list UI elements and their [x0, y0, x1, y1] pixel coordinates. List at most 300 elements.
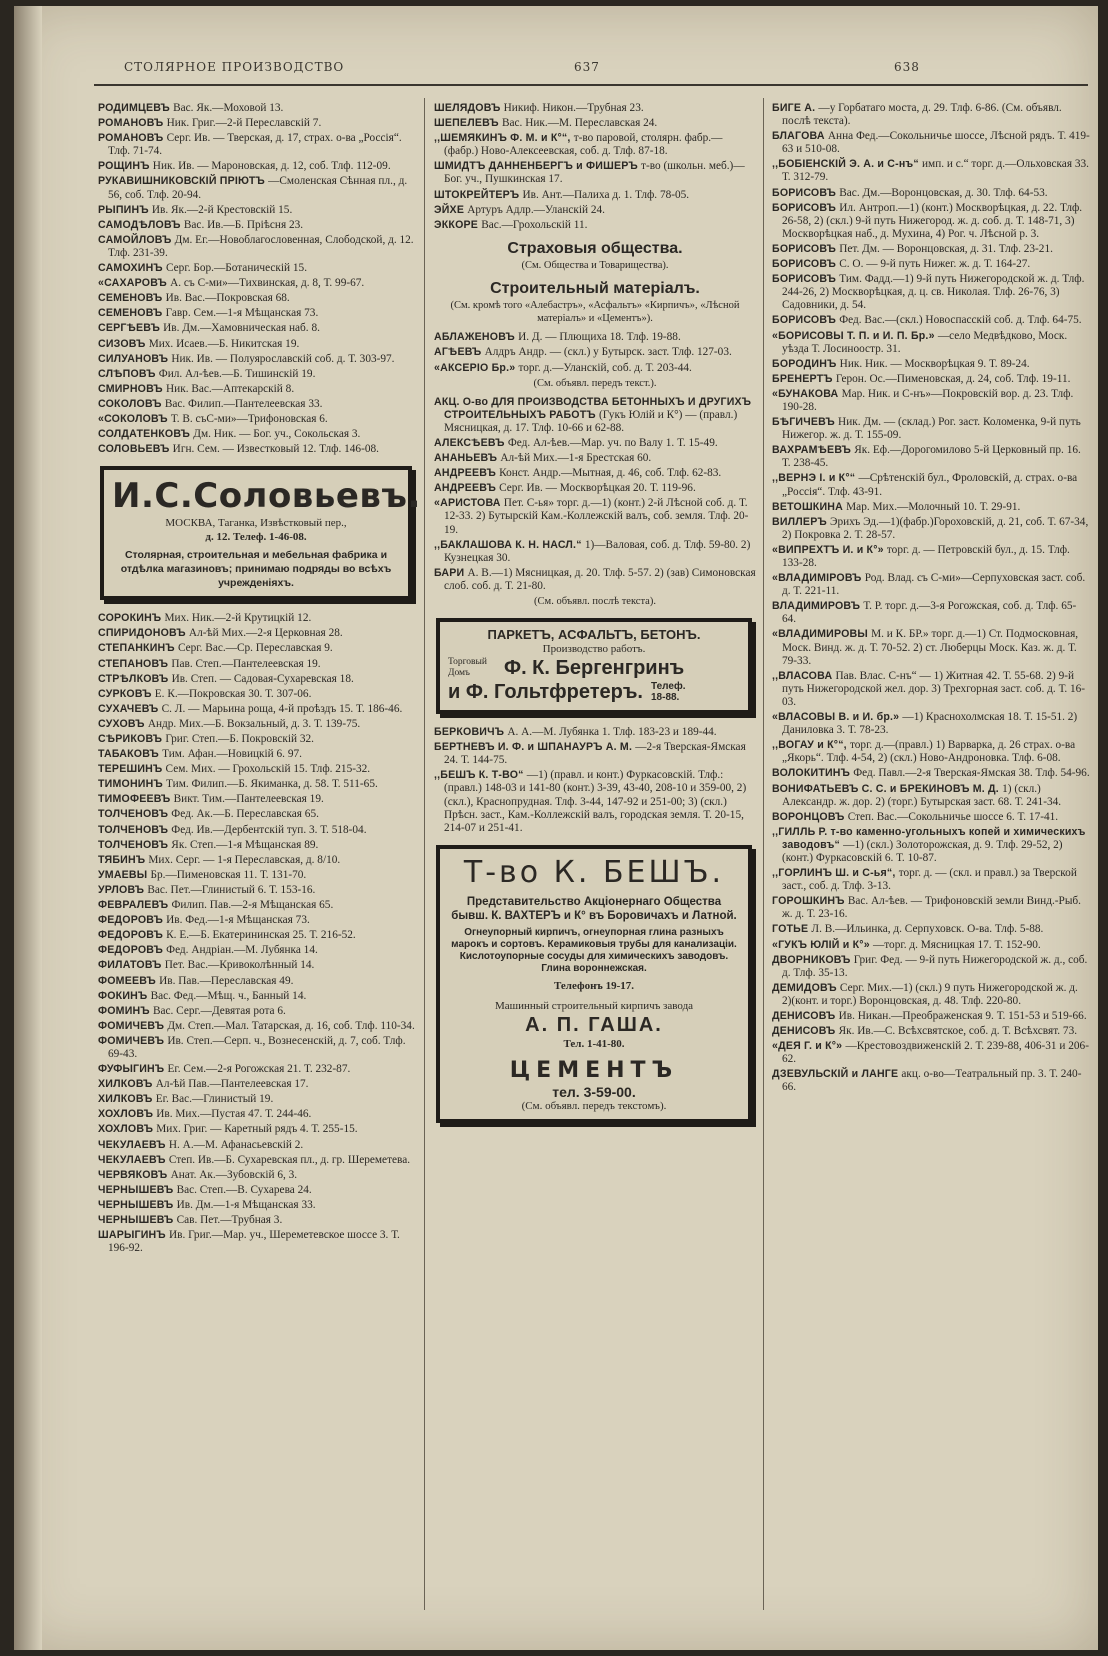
entry-details: Сем. Мих. — Грохольскій 15. Тлф. 215-32. — [165, 763, 371, 776]
directory-entry — [434, 482, 756, 495]
entry-details: Т. Р. торг. д.—3-я Рогожская, соб. д. Тлф. 65-64. — [782, 600, 1077, 626]
entry-details: Тим. Филип.—Б. Якиманка, д. 58. Т. 511-65. — [166, 778, 378, 791]
entry-name: СТЕПАНОВЪ — [98, 657, 172, 670]
directory-entry — [772, 670, 1090, 709]
directory-entry — [98, 975, 416, 988]
entry-name: ВОРОНЦОВЪ — [772, 810, 848, 823]
entry-name: ХОХЛОВЪ — [98, 1123, 157, 1136]
entry-details: Эрихъ Эд.—1)(фабр.)Гороховскій, д. 21, соб. Т. 67-34, 2) Покровка 2. Т. 28-57. — [782, 515, 1089, 541]
directory-list — [434, 396, 756, 593]
directory-entry — [434, 452, 756, 465]
directory-entry — [98, 262, 416, 275]
directory-entry — [98, 688, 416, 701]
directory-entry — [434, 539, 756, 565]
directory-entry — [772, 711, 1090, 737]
entry-name: ГОТЬЕ — [772, 923, 812, 936]
entry-details: Ив. Вас.—Покровская 68. — [165, 292, 290, 305]
entry-details: Ник. Ив. — Мароновская, д. 12, соб. Тлф. 112-09. — [152, 160, 391, 173]
directory-entry — [772, 544, 1090, 570]
directory-entry — [98, 703, 416, 716]
directory-entry — [98, 944, 416, 957]
entry-details: Фед. Ак.—Б. Переславская 65. — [171, 808, 319, 821]
entry-details: С. О. — 9-й путь Нижег. ж. д. Т. 164-27. — [839, 258, 1031, 271]
entry-name: ДВОРНИКОВЪ — [772, 953, 854, 966]
entry-details: Серг. Вас.—Ср. Переславская 9. — [177, 642, 333, 655]
directory-entry — [772, 243, 1090, 256]
entry-name: БОРИСОВЪ — [772, 314, 840, 327]
entry-details: Ник. Вас.—Аптекарскій 8. — [166, 382, 295, 395]
directory-entry — [98, 673, 416, 686]
directory-entry — [98, 1139, 416, 1152]
directory-entry — [98, 175, 416, 201]
entry-details: Ник. Ник. — Москворѣцкая 9. Т. 89-24. — [839, 357, 1030, 370]
entry-name: ФЕДОРОВЪ — [98, 944, 167, 957]
directory-entry — [98, 718, 416, 731]
directory-entry — [434, 769, 756, 834]
directory-entry — [98, 117, 416, 130]
entry-details: Пав. Степ.—Пантелеевская 19. — [171, 657, 321, 670]
entry-name: «БУНАКОВА — [772, 387, 842, 400]
entry-name: СТРѢЛКОВЪ — [98, 672, 172, 685]
entry-name: ,,ВЛАСОВА — [772, 669, 836, 682]
entry-details: Анат. Ак.—Зубовскій 6, 3. — [170, 1168, 298, 1181]
directory-entry — [772, 130, 1090, 156]
entry-name: ХИЛКОВЪ — [98, 1078, 156, 1091]
directory-entry — [98, 443, 416, 456]
entry-name: СЕМЕНОВЪ — [98, 292, 166, 305]
entry-name: ДЗЕВУЛЬСКІЙ и ЛАНГЕ — [772, 1068, 902, 1081]
ad-line: Машинный строительный кирпичъ завода — [494, 999, 694, 1012]
entry-name: ФИЛАТОВЪ — [98, 959, 165, 972]
entry-details: Ив. Ант.—Палиха д. 1. Тлф. 78-05. — [522, 188, 690, 201]
entry-name: СОРОКИНЪ — [98, 612, 165, 625]
entry-details: —1) (скл.) Золоторожская, д. 9. Тлф. 29-52, 2) (конт.) Фуркасовскій 6. Т. 10-87. — [782, 838, 1063, 864]
directory-entry — [98, 1020, 416, 1033]
entry-details: Ал-ѣй Пав.—Пантелеевская 17. — [155, 1078, 309, 1091]
entry-details: Як. Ив.—С. Всѣхсвятское, соб. д. Т. Всѣхсвят. 73. — [838, 1025, 1078, 1038]
entry-name: «ДЕЯ Г. и К°» — [772, 1040, 846, 1053]
directory-entry — [772, 739, 1090, 765]
entry-name: ВОНИФАТЬЕВЪ С. С. и БРЕКИНОВЪ М. Д. — [772, 782, 1003, 795]
page — [14, 6, 1098, 1650]
ad-line: ЦЕМЕНТЪ — [509, 1057, 679, 1083]
section-title: Страховыя общества. — [507, 239, 683, 257]
directory-entry — [98, 899, 416, 912]
directory-entry — [772, 158, 1090, 184]
entry-name: ВЕТОШКИНА — [772, 500, 847, 513]
entry-details: Ив. Фед.—1-я Мѣщанская 73. — [166, 914, 310, 927]
entry-details: (Гукъ Юлій и К°) — (правл.) Мясницкая, д. 17. Тлф. 10-66 и 62-88. — [444, 408, 738, 434]
entry-name: ГОРОШКИНЪ — [772, 895, 848, 908]
entry-details: С. Л. — Марьина роща, 4-й проѣздъ 15. Т. 186-46. — [161, 702, 403, 715]
directory-entry — [434, 102, 756, 115]
entry-details: Ег. Сем.—2-я Рогожская 21. Т. 232-87. — [167, 1063, 351, 1076]
entry-name: БОРИСОВЪ — [772, 258, 840, 271]
ad-line: Телефонъ 19-17. — [553, 979, 634, 992]
entry-details: Вас.—Грохольскій 11. — [481, 218, 588, 231]
directory-entry — [98, 1093, 416, 1106]
entry-name: ФОМИНЪ — [98, 1004, 153, 1017]
directory-entry — [772, 783, 1090, 809]
ad-line: Огнеупорный кирпичъ, огнеупорная глина разныхъ марокъ и сортовъ. Керамиковыя трубы для канализаціи. Кислотоупорные сосуды для химическихъ заводовъ. Глина вороннежская. — [451, 926, 737, 974]
entry-details: —Крестовоздвиженскій 2. Т. 239-88, 406-31 и 206-62. — [782, 1040, 1089, 1066]
entry-details: Ив. Дм.—1-я Мѣщанская 33. — [176, 1198, 316, 1211]
entry-name: «АКСЕРІО Бр.» — [434, 361, 519, 374]
entry-name: УМАЕВЫ — [98, 868, 151, 881]
entry-name: ХОХЛОВЪ — [98, 1108, 157, 1121]
entry-details: Мар. Ник. и С-нъ»—Покровскій вор. д. 23. Тлф. 190-28. — [782, 387, 1074, 413]
directory-entry — [772, 826, 1090, 865]
entry-details: Ив. Никан.—Преображенская 9. Т. 151-53 и 519-66. — [838, 1010, 1087, 1022]
entry-details: Пав. Влас. С-нъ“ — 1) Житная 42. Т. 55-68. 2) 9-й путь Нижегородской жел. дор. 3) Трехгорная заст. соб. д. Т. 16-03. — [782, 669, 1086, 708]
entry-name: РОДИМЦЕВЪ — [98, 102, 174, 114]
entry-details: —село Медвѣдково, Моск. уѣзда Т. Лосиноостр. 31. — [782, 329, 1068, 355]
entry-name: СЛѢПОВЪ — [98, 367, 159, 380]
entry-name: ШЕЛЯДОВЪ — [434, 102, 504, 114]
entry-details: Артуръ Адлр.—Уланскій 24. — [467, 203, 606, 216]
directory-entry — [98, 413, 416, 426]
entry-details: Григ. Фед. — 9-й путь Нижегородской ж. д., соб. д. Тлф. 35-13. — [782, 953, 1088, 979]
entry-name: ЧЕРНЫШЕВЪ — [98, 1214, 177, 1226]
entry-name: «ВЛАСОВЫ В. и И. бр.» — [772, 711, 903, 724]
entry-details: Герон. Ос.—Пименовская, д. 24, соб. Тлф. 19-11. — [835, 372, 1071, 385]
directory-entry — [98, 1123, 416, 1136]
entry-name: ВЛАДИМИРОВЪ — [772, 600, 864, 613]
ad-line: Тел. 1-41-80. — [563, 1037, 625, 1050]
entry-details: 1)—Валовая, соб. д. Тлф. 59-80. 2) Кузнецкая 30. — [444, 538, 751, 564]
entry-name: «БОРИСОВЫ Т. П. и И. П. Бр.» — [772, 329, 938, 342]
directory-entry — [772, 895, 1090, 921]
directory-entry — [98, 428, 416, 441]
directory-entry — [98, 959, 416, 972]
entry-details: торг. д.—Уланскій, соб. д. Т. 203-44. — [518, 361, 692, 374]
entry-details: Тим. Фадд.—1) 9-й путь Нижегородской ж. д. Тлф. 244-26, 2) Москворѣцкая, д. ц. св. Николая. Тлф. 26-76, 3) Садовники, д. 54. — [782, 273, 1085, 312]
entry-details: Викт. Тим.—Пантелеевская 19. — [173, 793, 324, 806]
entry-name: «ВИПРЕХТЪ И. и К°» — [772, 543, 887, 556]
entry-details: Вас. Ив.—Б. Пріѣсня 23. — [183, 218, 304, 231]
directory-entry — [434, 362, 756, 375]
directory-entry — [434, 204, 756, 217]
entry-name: АГѢЕВЪ — [434, 346, 485, 359]
cross-reference: (См. объявл. послѣ текста). — [534, 596, 656, 607]
entry-details: 1) (скл.) Александр. ж. дор. 2) (торг.) Бутырская заст. 68. Т. 241-34. — [782, 782, 1062, 808]
entry-name: ,,ВОГАУ и К°“, — [772, 739, 850, 752]
ad-besh — [436, 845, 752, 1123]
entry-name: ШЕПЕЛЕВЪ — [434, 117, 502, 130]
entry-name: ТОЛЧЕНОВЪ — [98, 838, 172, 851]
directory-entry — [98, 1199, 416, 1212]
entry-name: ТОЛЧЕНОВЪ — [98, 808, 172, 821]
entry-details: торг. д. — (скл. и правл.) за Тверской заст., соб. д. Тлф. 3-13. — [782, 867, 1077, 893]
entry-name: ФЕВРАЛЕВЪ — [98, 899, 172, 912]
directory-entry — [772, 1025, 1090, 1038]
binding-edge — [14, 6, 42, 1650]
entry-details: —1) Краснохолмская 18. Т. 15-51. 2) Даниловка 3. Т. 78-23. — [782, 711, 1078, 737]
entry-details: Ник. Дм. — (склад.) Рог. заст. Коломенка, 9-й путь Нижегор. ж. д. Т. 155-09. — [782, 416, 1081, 442]
entry-name: «ГУКЪ ЮЛІЙ и К°» — [772, 938, 873, 951]
entry-name: СЕРГѢЕВЪ — [98, 322, 164, 335]
column-separator — [763, 98, 764, 1610]
directory-entry — [98, 398, 416, 411]
directory-entry — [772, 472, 1090, 498]
ad-line: Столярная, строительная и мебельная фабрика и отдѣлка магазиновъ; принимаю подряды во всѣхъ учрежденіяхъ. — [120, 549, 392, 590]
entry-details: Серг. Мих.—1) (скл.) 9 путь Нижегородской ж. д. 2)(конт. и торг.) Воронцовская, д. 48. Тлф. 220-80. — [782, 981, 1078, 1007]
entry-details: торг. д.—(правл.) 1) Варварка, д. 26 страх. о-ва „Якорь“. Тлф. 4-54, 2) (скл.) Ново-Андроновка. Тлф. 6-08. — [782, 739, 1076, 765]
entry-details: Фед. Вас.—(скл.) Новоспасскій соб. д. Тлф. 64-75. — [839, 314, 1082, 327]
ad-line: Представительство Акціонернаго Общества бывш. К. ВАХТЕРЪ и К° въ Боровичахъ и Латной. — [451, 895, 737, 922]
entry-details: Ив. Дм.—Хамовническая наб. 8. — [163, 322, 320, 335]
entry-details: Мих. Григ. — Каретный рядъ 4. Т. 255-15. — [156, 1123, 358, 1136]
directory-entry — [98, 1078, 416, 1091]
section-note: (См. Общества и Товарищества). — [521, 259, 669, 271]
directory-entry — [98, 292, 416, 305]
ad-line: Торговый Домъ — [448, 657, 487, 679]
directory-entry — [772, 358, 1090, 371]
entry-details: Вас. Як.—Моховой 13. — [173, 102, 284, 114]
directory-entry — [98, 1184, 416, 1197]
entry-name: СУХАЧЕВЪ — [98, 702, 162, 715]
running-title: СТОЛЯРНОЕ ПРОИЗВОДСТВО — [124, 60, 345, 74]
cross-reference: (См. объявл. передъ текст.). — [533, 377, 657, 389]
entry-name: АНДРЕЕВЪ — [434, 482, 500, 495]
ad-soloviev — [100, 466, 421, 600]
entry-details: Ник. Ив. — Полуярославскій соб. д. Т. 303-97. — [171, 352, 395, 365]
entry-name: БОРИСОВЪ — [772, 273, 840, 286]
entry-details: имп. и с.“ торг. д.—Ольховская 33. Т. 312-79. — [782, 158, 1089, 184]
column-2 — [434, 102, 756, 1135]
entry-details: Игн. Сем. — Известковый 12. Тлф. 146-08. — [172, 443, 379, 456]
entry-details: А. съ С-ми»—Тихвинская, д. 8, Т. 99-67. — [170, 277, 365, 290]
directory-entry — [98, 778, 416, 791]
directory-entry — [98, 839, 416, 852]
entry-name: АБЛАЖЕНОВЪ — [434, 331, 519, 344]
directory-entry — [98, 219, 416, 232]
entry-details: Т. В. съС-ми»—Трифоновская 6. — [170, 412, 328, 425]
directory-entry — [98, 383, 416, 396]
entry-name: ,,БОБІЕНСКІЙ Э. А. и С-нъ“ — [772, 158, 922, 171]
ad-line: Телеф. 18-88. — [650, 681, 686, 704]
entry-details: —торг. д. Мясницкая 17. Т. 152-90. — [872, 938, 1041, 951]
entry-name: СТЕПАНКИНЪ — [98, 642, 178, 655]
entry-name: ФОМИЧЕВЪ — [98, 1019, 168, 1032]
directory-entry — [98, 307, 416, 320]
entry-details: торг. д. — Петровскій бул., д. 15. Тлф. 133-28. — [782, 543, 1070, 569]
entry-details: А. В.—1) Мясницкая, д. 20. Тлф. 5-57. 2) (зав) Симоновская слоб. соб. д. Т. 21-80. — [444, 566, 756, 592]
directory-entry — [772, 444, 1090, 470]
entry-name: ,,БЕШЪ К. Т-ВО“ — [434, 769, 527, 782]
directory-entry — [434, 467, 756, 480]
entry-details: М. и К. БР.» торг. д.—1) Ст. Подмосковная, Моск. Винд. ж. д. Т. 70-52. 2) ст. Люберцы Моск. Каз. ж. д. Т. 79-33. — [782, 628, 1079, 667]
directory-entry — [434, 117, 756, 130]
entry-details: Ив. Степ.—Серп. ч., Вознесенскій, д. 7, соб. Тлф. 69-43. — [108, 1034, 406, 1060]
entry-name: ,,ГИЛЛЬ Р. т-во каменно-угольныхъ копей и химическихъ заводовъ“ — [772, 825, 1086, 851]
entry-details: —1) (правл. и конт.) Фуркасовскій. Тлф.: (правл.) 148-03 и 141-80 (конт.) 3-39, 43-40, 208-10 и 359-00, 2) (скл.), Краснопрудная. Тлф. 3-44, 147-92 и 251-00; 3) (скл.) Прѣсн. заст., Кам.-Коллежскій валъ, городская земля. Т. 20-15, 214-07 и 251-41. — [444, 769, 747, 834]
entry-name: СЕМЕНОВЪ — [98, 307, 166, 320]
entry-name: ТЕРЕШИНЪ — [98, 763, 166, 776]
directory-entry — [98, 1154, 416, 1167]
directory-entry — [772, 501, 1090, 514]
entry-name: БОРИСОВЪ — [772, 201, 840, 214]
entry-details: Фед. Андріан.—М. Лубянка 14. — [166, 944, 318, 957]
directory-entry — [772, 1068, 1090, 1094]
directory-entry — [98, 1108, 416, 1121]
entry-details: Мих. Серг. — 1-я Переславская, д. 8/10. — [148, 853, 341, 866]
entry-details: Мих. Исаев.—Б. Никитская 19. — [148, 337, 300, 350]
directory-entry — [772, 767, 1090, 780]
entry-details: Як. Еф.—Дорогомилово 5-й Церковный пр. 16. Т. 238-45. — [782, 444, 1081, 470]
entry-name: РОЩИНЪ — [98, 160, 153, 173]
entry-details: Анна Фед.—Сокольничье шоссе, Лѣсной рядъ. Т. 419-63 и 510-08. — [782, 130, 1090, 156]
directory-entry — [772, 102, 1090, 128]
entry-name: ЧЕРНЫШЕВЪ — [98, 1183, 177, 1196]
directory-entry — [434, 497, 756, 536]
directory-entry — [98, 1005, 416, 1018]
entry-name: БОРОДИНЪ — [772, 357, 840, 370]
entry-name: БАРИ — [434, 566, 468, 579]
entry-details: —у Горбатаго моста, д. 29. Тлф. 6-86. (См. объявл. послѣ текста). — [782, 102, 1062, 128]
entry-details: Пет. Вас.—Кривоколѣнный 14. — [164, 959, 315, 972]
entry-details: Степ. Вас.—Сокольничье шоссе 6. Т. 17-41. — [847, 810, 1059, 823]
directory-list — [434, 726, 756, 835]
entry-name: БИГЕ А. — [772, 102, 819, 114]
directory-entry — [98, 277, 416, 290]
directory-entry — [98, 132, 416, 158]
entry-details: Ив. Пав.—Переславская 49. — [159, 974, 294, 987]
entry-name: ВОЛОКИТИНЪ — [772, 767, 854, 780]
entry-details: Вас. Пет.—Глинистый 6. Т. 153-16. — [147, 883, 316, 896]
entry-details: Ив. Степ. — Садовая-Сухаревская 18. — [171, 672, 354, 685]
directory-list — [434, 331, 756, 374]
entry-details: А. А.—М. Лубянка 1. Тлф. 183-23 и 189-44. — [507, 726, 717, 739]
entry-name: «САХАРОВЪ — [98, 277, 171, 290]
entry-name: СУХОВЪ — [98, 717, 148, 730]
entry-name: БОРИСОВЪ — [772, 186, 840, 199]
entry-name: СИЗОВЪ — [98, 337, 149, 350]
directory-entry — [98, 1035, 416, 1061]
entry-name: УРЛОВЪ — [98, 883, 148, 896]
entry-details: Фед. Павл.—2-я Тверская-Ямская 38. Тлф. 54-96. — [853, 767, 1090, 780]
entry-name: СОКОЛОВЪ — [98, 397, 165, 410]
entry-details: И. Д. — Плющиха 18. Тлф. 19-88. — [518, 331, 681, 344]
entry-details: Ал-ѣй Мих.—1-я Брестская 60. — [500, 452, 652, 465]
entry-details: Вас. Филип.—Пантелеевская 33. — [164, 397, 323, 410]
entry-details: Сав. Пет.—Трубная 3. — [176, 1214, 283, 1226]
directory-entry — [772, 1040, 1090, 1066]
entry-name: «ВЛАДИМИРОВЫ — [772, 628, 872, 641]
entry-details: —Срѣтенскій бул., Фроловскій, д. страх. о-ва „Россія“. Тлф. 43-91. — [782, 472, 1078, 498]
directory-entry — [772, 416, 1090, 442]
entry-details: —2-я Тверская-Ямская 24. Т. 144-75. — [444, 741, 746, 767]
entry-name: ЧЕРВЯКОВЪ — [98, 1168, 171, 1181]
entry-details: Фед. Ал-ѣев.—Мар. уч. по Валу 1. Т. 15-49. — [507, 436, 718, 449]
entry-name: РЫПИНЪ — [98, 203, 152, 216]
directory-entry — [772, 572, 1090, 598]
directory-entry — [772, 1010, 1090, 1023]
directory-entry — [772, 373, 1090, 386]
entry-name: СОЛДАТЕНКОВЪ — [98, 428, 194, 441]
entry-name: ДЕМИДОВЪ — [772, 981, 840, 994]
directory-entry — [772, 939, 1090, 952]
entry-details: Е. К.—Покровская 30. Т. 307-06. — [154, 687, 312, 700]
entry-name: СИЛУАНОВЪ — [98, 352, 172, 365]
entry-details: Ал-ѣй Мих.—2-я Церковная 28. — [188, 627, 343, 640]
entry-name: ШАРЫГИНЪ — [98, 1229, 169, 1242]
directory-entry — [434, 219, 756, 232]
section-note: (См. кромѣ того «Алебастръ», «Асфальтъ» «Кирпичъ», «Лѣсной матеріалъ» и «Цементъ»). — [450, 300, 740, 325]
entry-details: Ил. Антроп.—1) (конт.) Москворѣцкая, д. 22. Тлф. 26-58, 2) (скл.) 9-й путь Нижегород. ж. д. соб. д. Т. 148-71, 3) Москворѣцкая наб., д. Мухина, 4) Рог. ч. Лѣсной р. 3. — [782, 201, 1083, 240]
entry-details: Род. Влад. съ С-ми»—Серпуховская заст. соб. д. Т. 221-11. — [782, 572, 1086, 598]
entry-details: Вас. Фед.—Мѣщ. ч., Банный 14. — [150, 989, 307, 1002]
entry-name: РУКАВИШНИКОВСКІЙ ПРІЮТЪ — [98, 175, 269, 188]
directory-entry — [98, 884, 416, 897]
ad-line: Производство работъ. — [542, 643, 646, 656]
directory-list — [434, 102, 756, 232]
entry-details: Никиф. Никон.—Трубная 23. — [503, 102, 644, 114]
directory-entry — [98, 854, 416, 867]
directory-entry — [772, 600, 1090, 626]
directory-entry — [772, 516, 1090, 542]
directory-entry — [98, 1169, 416, 1182]
directory-entry — [772, 811, 1090, 824]
entry-name: САМОДѢЛОВЪ — [98, 218, 184, 231]
directory-entry — [434, 160, 756, 186]
column-3 — [772, 102, 1090, 1097]
directory-entry — [98, 160, 416, 173]
entry-name: ТОЛЧЕНОВЪ — [98, 823, 172, 836]
entry-name: ВИЛЛЕРЪ — [772, 515, 831, 528]
entry-name: «СОКОЛОВЪ — [98, 412, 171, 425]
entry-details: Алдръ Андр. — (скл.) у Бутырск. заст. Тлф. 127-03. — [484, 346, 732, 359]
directory-entry — [98, 824, 416, 837]
directory-entry — [98, 733, 416, 746]
entry-name: РОМАНОВЪ — [98, 132, 167, 145]
entry-details: Фед. Ив.—Дербентскій туп. 3. Т. 518-04. — [171, 823, 367, 836]
directory-entry — [434, 189, 756, 202]
entry-details: Андр. Мих.—Б. Вокзальный, д. 3. Т. 139-75. — [147, 717, 361, 730]
entry-name: БѢГИЧЕВЪ — [772, 416, 839, 429]
entry-name: СѢРИКОВЪ — [98, 733, 166, 745]
entry-details: Пет. С-ья» торг. д.—1) (конт.) 2-й Лѣсной соб. д. Т. 12-33. 2) Бутырскій Кам.-Коллежскій валъ, соб. земля. Тлф. 20-19. — [444, 497, 749, 536]
entry-details: Серг. Бор.—Ботаническій 15. — [166, 262, 308, 275]
entry-name: АКЦ. О-во ДЛЯ ПРОИЗВОДСТВА БЕТОННЫХЪ И ДРУГИХЪ СТРОИТЕЛЬНЫХЪ РАБОТЪ — [434, 395, 752, 421]
entry-name: ,,ГОРЛИНЪ Ш. и С-ья“, — [772, 867, 899, 880]
entry-name: ЧЕКУЛАЕВЪ — [98, 1153, 169, 1166]
directory-entry — [434, 567, 756, 593]
entry-name: СМИРНОВЪ — [98, 382, 166, 395]
directory-entry — [98, 658, 416, 671]
entry-name: ,,ВЕРНЭ І. и К°“ — [772, 472, 859, 485]
ad-line: д. 12. Телеф. 1-46-08. — [205, 531, 307, 544]
directory-entry — [98, 929, 416, 942]
entry-details: Як. Степ.—1-я Мѣщанская 89. — [171, 838, 319, 851]
entry-name: БРЕНЕРТЪ — [772, 372, 836, 385]
ad-line: А. П. ГАША. — [525, 1013, 663, 1036]
directory-entry — [98, 353, 416, 366]
directory-entry — [98, 763, 416, 776]
directory-entry — [772, 954, 1090, 980]
directory-list — [98, 102, 416, 456]
ad-line: Ф. К. Бергенгринъ — [504, 657, 685, 680]
directory-entry — [98, 869, 416, 882]
entry-details: Ник. Григ.—2-й Переславскій 7. — [166, 117, 322, 130]
entry-name: ЧЕКУЛАЕВЪ — [98, 1138, 169, 1151]
ad-line: (См. объявл. передъ текстомъ). — [521, 1099, 667, 1112]
entry-name: «ВЛАДИМІРОВЪ — [772, 572, 865, 585]
page-number-left: 637 — [574, 60, 600, 74]
entry-name: ШТОКРЕЙТЕРЪ — [434, 188, 523, 201]
entry-details: Дм. Ег.—Новоблагословенная, Слободской, д. 12. Тлф. 231-39. — [108, 233, 414, 259]
directory-entry — [98, 808, 416, 821]
